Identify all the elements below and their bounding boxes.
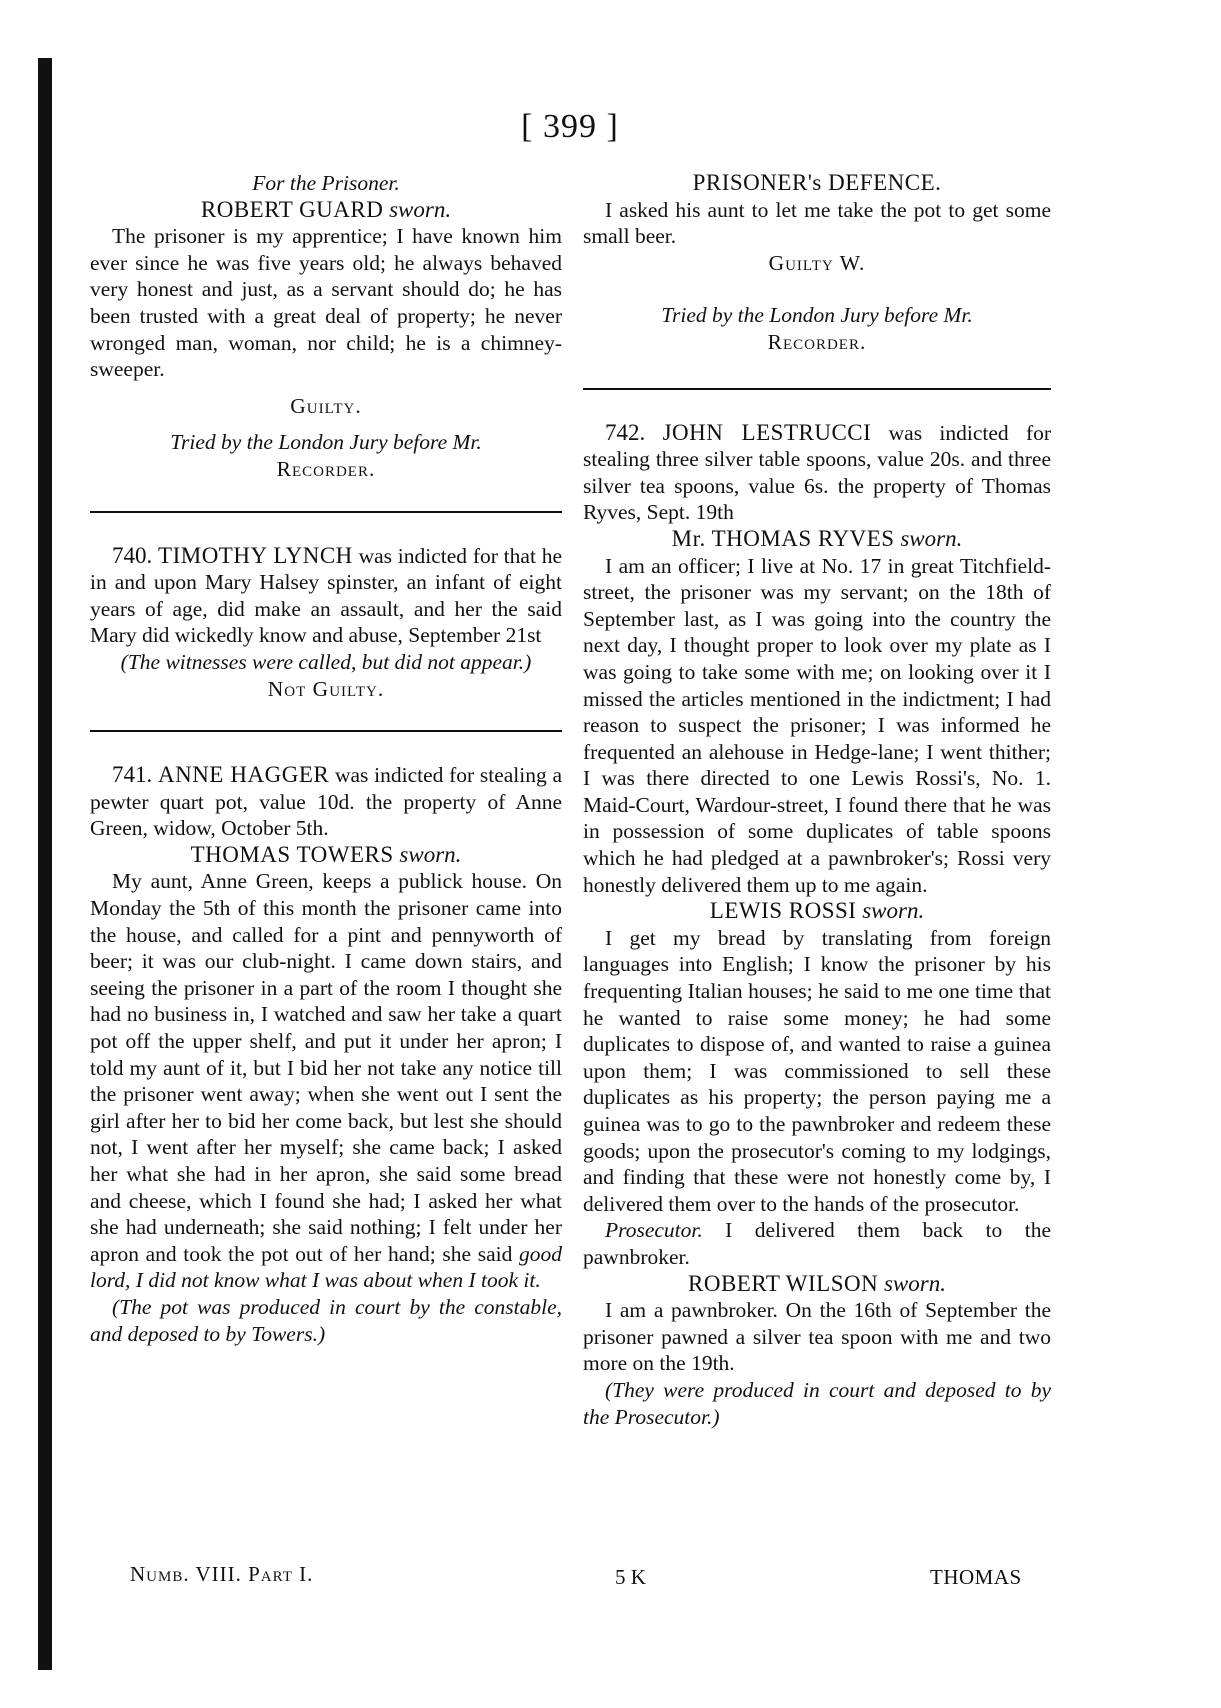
recorder-label: Recorder. — [767, 329, 867, 354]
case-number: 742. — [605, 419, 646, 445]
sworn-label: sworn. — [399, 841, 462, 867]
witness-heading-guard — [90, 197, 562, 224]
page-edge-shadow — [38, 58, 52, 1670]
witness-heading-towers — [90, 842, 562, 869]
section-divider — [583, 388, 1051, 390]
quoted-speech: good lord, I did not know what I was about when I took it. — [90, 1241, 562, 1293]
case-740-paragraph — [90, 543, 562, 649]
right-column — [583, 170, 1051, 1430]
verdict: Guilty. — [290, 393, 362, 418]
tried-by-line: Tried by the London Jury before Mr. — [170, 430, 482, 455]
verdict: Not Guilty. — [267, 676, 385, 701]
footer-number-part: Numb. VIII. Part I. — [130, 1562, 314, 1586]
recorder-label: Recorder. — [276, 456, 376, 481]
case-text: was indicted for stealing three silver table spoons, value 20s. and three silver tea spoons, value 6s. the property of Thomas Ryves, Sept. 19th — [583, 420, 1052, 525]
defendant-name: ANNE HAGGER — [157, 762, 330, 788]
prosecutor-label: Prosecutor. — [605, 1218, 703, 1243]
prosecutor-text: I delivered them back to the pawnbroker. — [583, 1218, 1051, 1269]
case-number: 741. — [112, 762, 153, 788]
defence-text: I asked his aunt to let me take the pot to get some small beer. — [583, 197, 1051, 249]
verdict: Guilty W. — [768, 250, 866, 275]
witness-name: Mr. THOMAS RYVES — [671, 525, 895, 551]
case-741-paragraph — [90, 762, 562, 842]
catchword: THOMAS — [930, 1565, 1022, 1589]
testimony-paragraph: The prisoner is my apprentice; I have known him ever since he was five years old; he always behaved very honest and just, as a servant should do; he has been trusted with a great deal of property; he never wronged man, woman, nor child; he is a chimney-sweeper. — [90, 224, 562, 382]
court-note: (They were produced in court and deposed to by the Prosecutor.) — [583, 1377, 1051, 1429]
court-note: (The witnesses were called, but did not appear.) — [120, 649, 532, 674]
case-number: 740. — [112, 542, 153, 568]
tried-by-line: Tried by the London Jury before Mr. — [661, 303, 973, 328]
left-column — [90, 170, 562, 1347]
testimony-paragraph: I am an officer; I live at No. 17 in great Titchfield-street, the prisoner was my servant; on the 18th of September last, as I was going into the country the next day, I thought proper to look over my plate as I was going to take some with me; on looking over it I missed the articles mentioned in the indictment; I had reason to suspect the prisoner; I was informed he frequented an alehouse in Hedge-lane; I went thither; I was there directed to one Lewis Rossi's, No. 1. Maid-Court, Wardour-street, I found there that he was in possession of some duplicates of table spoons which he had pledged at a pawnbroker's; Rossi very honestly delivered them up to me again. — [583, 553, 1051, 897]
defence-heading: PRISONER's DEFENCE. — [692, 170, 942, 195]
signature-mark: 5 K — [615, 1565, 646, 1589]
witness-heading-rossi — [583, 898, 1051, 925]
sworn-label: sworn. — [900, 525, 963, 551]
defendant-name: JOHN LESTRUCCI — [662, 419, 872, 445]
testimony-paragraph: I get my bread by translating from foreign languages into English; I know the prisoner by his frequenting Italian houses; he said to me one time that he wanted to raise some money; he had some duplicates to dispose of, and wanted to raise a guinea upon them; I was commissioned to sell these duplicates as his property; the person paying me a guinea was to go to the pawnbroker and redeem these goods; upon the prosecutor's coming to my lodgings, and finding that these were not honestly come by, I delivered them over to the hands of the prosecutor. — [583, 925, 1051, 1216]
testimony-paragraph — [90, 868, 562, 1294]
witness-heading-ryves — [583, 526, 1051, 553]
case-text: was indicted for stealing a pewter quart pot, value 10d. the property of Anne Green, widow, October 5th. — [90, 763, 563, 841]
page-number: [ 399 ] — [521, 108, 619, 145]
sworn-label: sworn. — [862, 898, 925, 924]
testimony-text: My aunt, Anne Green, keeps a publick house. On Monday the 5th of this month the prisoner came into the house, and called for a pint and pennyworth of beer; it was our club-night. I came down stairs, and seeing the prisoner in a part of the room I thought she had no business in, I watched and saw her take a quart pot off the upper shelf, and put it under her apron; I told my aunt of it, but I bid her not take any notice till the prisoner went away; when she went out I sent the girl after her to bid her come back, but lest she should not, I went after her myself; she came back; I asked her what she had in her apron, she said some bread and cheese, which I found she had; I asked her what she had underneath; she said nothing; I felt under her apron and took the pot out of her hand; she said — [90, 869, 562, 1266]
prosecutor-paragraph — [583, 1217, 1051, 1270]
section-label-for-prisoner: For the Prisoner. — [252, 171, 400, 195]
witness-name: ROBERT GUARD — [200, 196, 384, 222]
court-note: (The pot was produced in court by the constable, and deposed to by Towers.) — [90, 1294, 562, 1346]
section-divider — [90, 730, 562, 732]
defendant-name: TIMOTHY LYNCH — [158, 542, 353, 568]
section-divider — [90, 511, 562, 513]
witness-heading-wilson — [583, 1271, 1051, 1298]
case-text: was indicted for that he in and upon Mary Halsey spinster, an infant of eight years of age, did make an assault, and her the said Mary did wickedly know and abuse, September 21st — [90, 543, 562, 648]
witness-name: LEWIS ROSSI — [709, 898, 857, 924]
witness-name: ROBERT WILSON — [688, 1270, 879, 1296]
case-742-paragraph — [583, 420, 1051, 526]
witness-name: THOMAS TOWERS — [190, 841, 394, 867]
sworn-label: sworn. — [389, 196, 452, 222]
testimony-paragraph: I am a pawnbroker. On the 16th of September the prisoner pawned a silver tea spoon with me and two more on the 19th. — [583, 1298, 1051, 1376]
sworn-label: sworn. — [883, 1270, 946, 1296]
